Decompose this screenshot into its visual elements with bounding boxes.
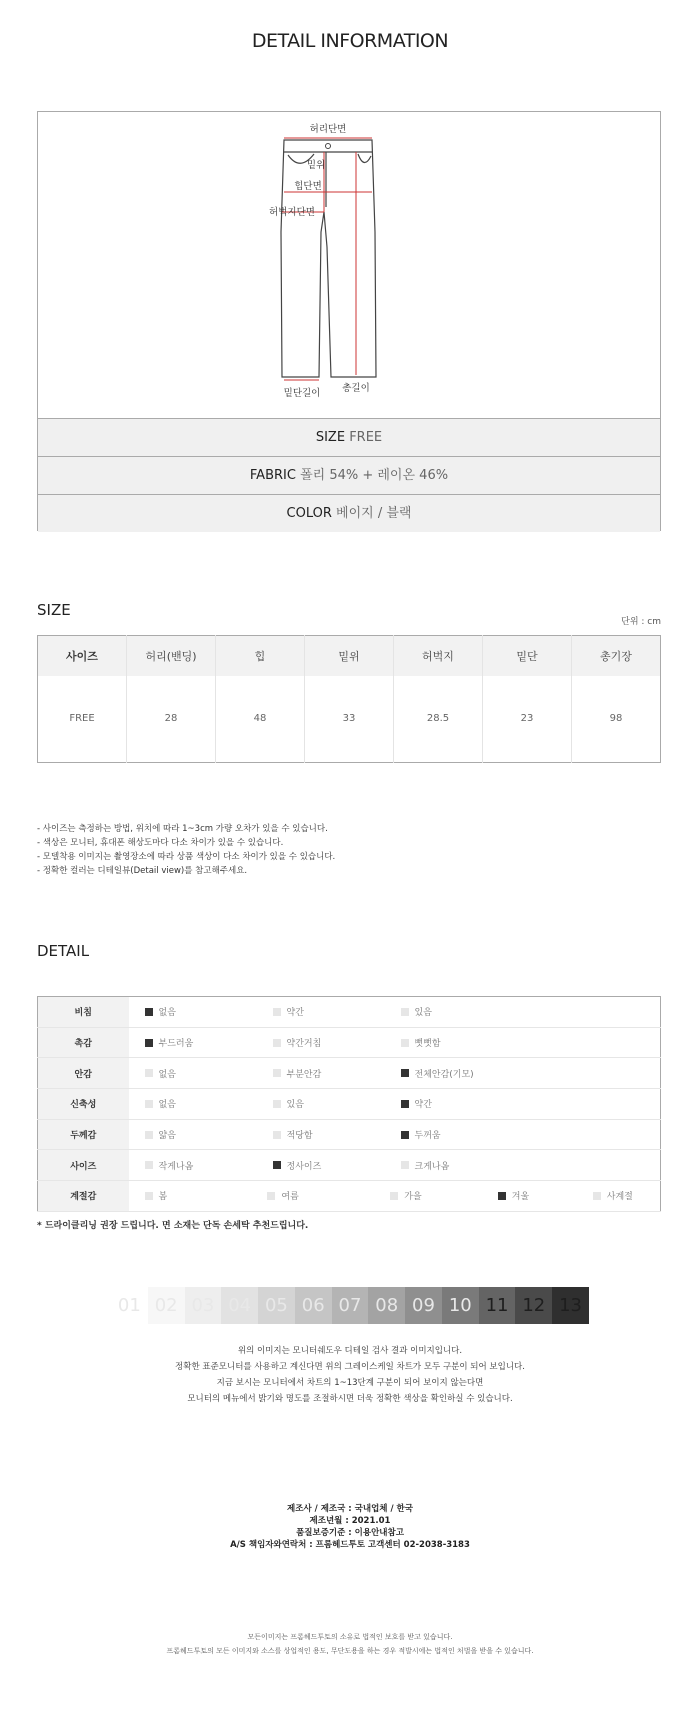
unchecked-box-icon <box>273 1100 281 1108</box>
detail-option-label: 뻣뻣함 <box>414 1039 441 1050</box>
detail-option-label: 있음 <box>414 1008 432 1019</box>
label-thigh: 허벅지단면 <box>269 207 315 218</box>
detail-row <box>38 1089 661 1120</box>
monitor-notes <box>0 1343 700 1407</box>
gray-scale-swatch: 08 <box>368 1287 405 1324</box>
detail-option-label: 약간 <box>414 1100 432 1111</box>
detail-row <box>38 1058 661 1089</box>
detail-option <box>401 1005 601 1018</box>
detail-option-label: 얇음 <box>158 1131 176 1142</box>
unchecked-box-icon <box>145 1069 153 1077</box>
detail-table <box>37 996 661 1212</box>
note-line: - 정확한 컬러는 디테일뷰(Detail view)를 참고해주세요. <box>37 866 248 876</box>
gray-scale-swatch: 11 <box>479 1287 516 1324</box>
spec-size-row <box>38 418 660 456</box>
checked-box-icon <box>401 1069 409 1077</box>
spec-fabric-label: FABRIC <box>249 468 296 483</box>
detail-option-label: 부분안감 <box>286 1069 322 1080</box>
size-cell: FREE <box>69 713 95 725</box>
detail-row-label: 사이즈 <box>38 1150 129 1181</box>
checked-box-icon <box>273 1161 281 1169</box>
detail-option-label: 정사이즈 <box>286 1161 322 1172</box>
detail-option <box>145 1067 273 1080</box>
size-header: 허리(밴딩) <box>127 636 216 676</box>
unchecked-box-icon <box>145 1131 153 1139</box>
unchecked-box-icon <box>401 1008 409 1016</box>
note-line: - 색상은 모니터, 휴대폰 해상도마다 다소 차이가 있을 수 있습니다. <box>37 838 284 848</box>
detail-row-label: 두께감 <box>38 1119 129 1150</box>
maker-line: A/S 책임자와연락처 : 프롬헤드투토 고객센터 02-2038-3183 <box>230 1540 470 1550</box>
detail-option-label: 가을 <box>404 1192 422 1203</box>
detail-option-label: 봄 <box>158 1192 168 1203</box>
detail-row <box>38 1181 661 1212</box>
detail-option <box>273 1005 401 1018</box>
gray-scale-swatch: 07 <box>332 1287 369 1324</box>
detail-option <box>390 1189 498 1202</box>
footer-line: 모든이미지는 프롬헤드투토의 소유로 법적인 보호를 받고 있습니다. <box>247 1633 453 1641</box>
spec-box <box>37 111 661 531</box>
unchecked-box-icon <box>145 1100 153 1108</box>
detail-option-label: 없음 <box>158 1069 176 1080</box>
detail-option <box>145 1097 273 1110</box>
button <box>326 144 331 149</box>
detail-option <box>401 1097 601 1110</box>
checked-box-icon <box>401 1100 409 1108</box>
detail-option <box>145 1036 273 1049</box>
monitor-note-line: 지금 보시는 모니터에서 차트의 1~13단계 구분이 되어 보이지 않는다면 <box>216 1378 484 1388</box>
spec-color-label: COLOR <box>286 506 332 521</box>
detail-option-label: 사계절 <box>606 1192 633 1203</box>
unchecked-box-icon <box>401 1161 409 1169</box>
detail-option <box>267 1189 390 1202</box>
unchecked-box-icon <box>273 1008 281 1016</box>
detail-row <box>38 997 661 1028</box>
unchecked-box-icon <box>145 1192 153 1200</box>
unchecked-box-icon <box>267 1192 275 1200</box>
detail-option <box>145 1128 273 1141</box>
gray-scale-swatch: 05 <box>258 1287 295 1324</box>
spec-color-row <box>38 494 660 532</box>
gray-scale-swatch: 03 <box>185 1287 222 1324</box>
detail-row-label: 신축성 <box>38 1089 129 1120</box>
gray-scale-swatch: 10 <box>442 1287 479 1324</box>
detail-option-label: 있음 <box>286 1100 304 1111</box>
unchecked-box-icon <box>273 1131 281 1139</box>
detail-option-label: 겨울 <box>511 1192 530 1203</box>
label-hem: 밑단길이 <box>283 388 321 399</box>
checked-box-icon <box>145 1039 153 1047</box>
right-pocket <box>358 154 371 163</box>
unchecked-box-icon <box>273 1069 281 1077</box>
detail-option <box>401 1128 601 1141</box>
detail-note: * 드라이클리닝 권장 드립니다. 면 소재는 단독 손세탁 추천드립니다. <box>37 1221 309 1231</box>
detail-option <box>145 1189 268 1202</box>
detail-option-label: 적당함 <box>286 1131 313 1142</box>
unchecked-box-icon <box>390 1192 398 1200</box>
detail-option <box>401 1159 601 1172</box>
size-cell: 28 <box>127 676 216 763</box>
checked-box-icon <box>498 1192 506 1200</box>
detail-row <box>38 1150 661 1181</box>
gray-scale-swatch: 04 <box>221 1287 258 1324</box>
detail-option-label: 크게나옴 <box>414 1161 450 1172</box>
page-title: DETAIL INFORMATION <box>251 30 449 52</box>
gray-scale-swatch: 01 <box>111 1287 148 1324</box>
size-cell: 28.5 <box>394 676 483 763</box>
gray-scale-swatch: 09 <box>405 1287 442 1324</box>
detail-option <box>145 1005 273 1018</box>
size-notes <box>37 822 335 878</box>
spec-fabric-value: 폴리 54% + 레이온 46% <box>300 468 449 483</box>
monitor-note-line: 모니터의 메뉴에서 밝기와 명도를 조절하시면 더욱 정확한 색상을 확인하실 수 있습니다. <box>187 1394 513 1404</box>
monitor-note-line: 위의 이미지는 모니터쉐도우 디테일 검사 결과 이미지입니다. <box>237 1346 463 1356</box>
size-cell: 33 <box>305 676 394 763</box>
gray-scale-chart <box>111 1287 589 1324</box>
note-line: - 사이즈는 측정하는 방법, 위치에 따라 1~3cm 가량 오차가 있을 수 있습니다. <box>37 824 328 834</box>
size-unit: 단위 : cm <box>621 617 661 627</box>
size-cell: 23 <box>483 676 572 763</box>
detail-option-label: 두꺼움 <box>414 1131 441 1142</box>
detail-option <box>498 1189 593 1202</box>
detail-option-label: 약간 <box>286 1008 304 1019</box>
size-header: 총기장 <box>572 636 661 676</box>
detail-option <box>145 1159 273 1172</box>
pants-measurement-diagram <box>38 112 660 418</box>
size-table <box>37 635 661 763</box>
unchecked-box-icon <box>593 1192 601 1200</box>
maker-info <box>0 1503 700 1551</box>
gray-scale-swatch: 12 <box>515 1287 552 1324</box>
label-waist: 허리단면 <box>309 124 347 135</box>
size-header: 밑위 <box>305 636 394 676</box>
maker-line: 품질보증기준 : 이용안내참고 <box>296 1528 404 1538</box>
detail-row <box>38 1119 661 1150</box>
size-table-header <box>38 636 661 676</box>
gray-scale-swatch: 06 <box>295 1287 332 1324</box>
detail-option <box>273 1036 401 1049</box>
unchecked-box-icon <box>273 1039 281 1047</box>
size-header: 힙 <box>216 636 305 676</box>
detail-option-label: 작게나옴 <box>158 1161 194 1172</box>
maker-line: 제조년월 : 2021.01 <box>309 1516 391 1526</box>
pants-outline <box>281 140 376 377</box>
size-heading: SIZE <box>37 601 71 619</box>
spec-size-value: FREE <box>349 430 383 445</box>
detail-option-label: 전체안감(기모) <box>414 1069 474 1080</box>
size-table-row <box>38 676 661 763</box>
copyright-footer <box>0 1630 700 1658</box>
detail-option-label: 여름 <box>281 1192 299 1203</box>
size-header: 허벅지 <box>394 636 483 676</box>
detail-option <box>273 1067 401 1080</box>
detail-row <box>38 1027 661 1058</box>
detail-option-label: 없음 <box>158 1100 176 1111</box>
detail-option-label: 부드러움 <box>158 1039 194 1050</box>
spec-size-label: SIZE <box>315 430 346 445</box>
size-cell: 98 <box>572 676 661 763</box>
detail-row-label: 촉감 <box>38 1027 129 1058</box>
detail-option <box>401 1036 601 1049</box>
label-rise: 밑위 <box>306 160 326 171</box>
detail-option <box>273 1097 401 1110</box>
size-header: 사이즈 <box>38 636 127 676</box>
size-header: 밑단 <box>483 636 572 676</box>
detail-row-label: 비침 <box>38 997 129 1028</box>
detail-row-label: 계절감 <box>38 1181 129 1212</box>
gray-scale-swatch: 02 <box>148 1287 185 1324</box>
note-line: - 모델착용 이미지는 촬영장소에 따라 상품 색상이 다소 차이가 있을 수 있습니다. <box>37 852 336 862</box>
checked-box-icon <box>145 1008 153 1016</box>
monitor-note-line: 정확한 표준모니터를 사용하고 계신다면 위의 그레이스케일 차트가 모두 구분이 되어 보입니다. <box>175 1362 525 1372</box>
spec-fabric-row <box>38 456 660 494</box>
gray-scale-swatch: 13 <box>552 1287 589 1324</box>
footer-line: 프롬헤드투토의 모든 이미지와 소스를 상업적인 용도, 무단도용을 하는 경우 적발시에는 법적인 처벌을 받을 수 있습니다. <box>166 1647 534 1655</box>
detail-option <box>401 1067 601 1080</box>
detail-option <box>593 1189 660 1202</box>
label-hip: 힙단면 <box>294 181 322 192</box>
spec-color-value: 베이지 / 블랙 <box>336 506 412 521</box>
checked-box-icon <box>401 1131 409 1139</box>
maker-line: 제조사 / 제조국 : 국내업체 / 한국 <box>287 1504 413 1514</box>
detail-option-label: 약간거침 <box>286 1039 322 1050</box>
label-length: 총길이 <box>342 383 370 394</box>
size-cell: 48 <box>216 676 305 763</box>
unchecked-box-icon <box>145 1161 153 1169</box>
detail-row-label: 안감 <box>38 1058 129 1089</box>
detail-option <box>273 1128 401 1141</box>
detail-heading: DETAIL <box>37 942 90 960</box>
unchecked-box-icon <box>401 1039 409 1047</box>
detail-option <box>273 1159 401 1172</box>
detail-option-label: 없음 <box>158 1008 176 1019</box>
